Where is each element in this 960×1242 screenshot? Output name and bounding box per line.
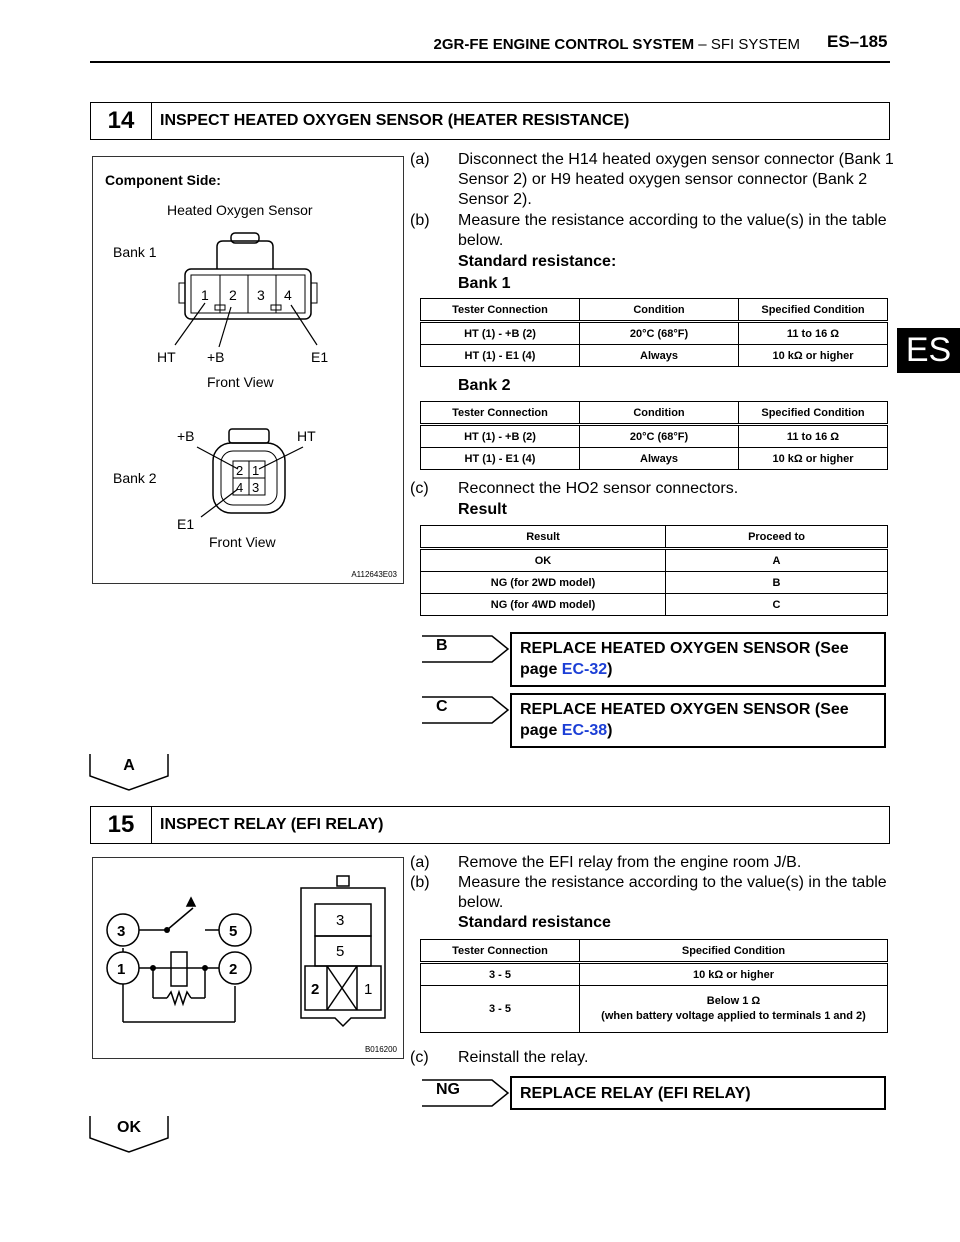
- step-number: 14: [91, 103, 152, 139]
- table-cell: HT (1) - +B (2): [421, 322, 580, 345]
- ht-label-b1: HT: [157, 349, 176, 365]
- table-cell: 10 kΩ or higher: [739, 345, 888, 367]
- item-text: Measure the resistance according to the value(s) in the table below.: [458, 212, 887, 249]
- table-cell: NG (for 4WD model): [421, 594, 666, 616]
- arrow-b-label: B: [436, 637, 448, 654]
- table-cell: B: [666, 572, 888, 594]
- section-tab[interactable]: ES: [897, 328, 960, 373]
- col-header: Result: [421, 526, 666, 549]
- table-cell: 3 - 5: [421, 963, 580, 986]
- front-view-1: Front View: [207, 374, 274, 390]
- result-title: Result: [458, 501, 507, 518]
- action-text: REPLACE RELAY (EFI RELAY): [520, 1085, 751, 1102]
- header-subsystem: SFI SYSTEM: [710, 36, 800, 53]
- ec38-link[interactable]: EC-38: [561, 722, 608, 739]
- action-tail: ): [607, 661, 613, 678]
- terminal-label: 2: [229, 961, 238, 978]
- bank2-label: Bank 2: [113, 470, 157, 486]
- relay-spec-table: [420, 939, 888, 1033]
- table-cell: 20°C (68°F): [580, 322, 739, 345]
- item-text: Reconnect the HO2 sensor connectors.: [458, 480, 739, 497]
- table-cell: Always: [580, 448, 739, 470]
- ht-label-b2: HT: [297, 428, 316, 444]
- table-cell: [580, 986, 888, 1033]
- table-cell: 11 to 16 Ω: [739, 322, 888, 345]
- relay-circuit: [123, 898, 238, 1022]
- item-label: (a): [410, 151, 430, 168]
- action-b-box: [510, 632, 886, 687]
- arrow-b-icon: [420, 634, 512, 664]
- table-row: [421, 549, 888, 572]
- ec32-link[interactable]: EC-32: [561, 661, 608, 678]
- header-rule: [90, 61, 890, 63]
- action-tail: ): [607, 722, 613, 739]
- item-label: (b): [410, 874, 430, 891]
- relay-circuit-diagram: [93, 858, 403, 1058]
- e1-label-b2: E1: [177, 516, 195, 532]
- table-cell: 10 kΩ or higher: [739, 448, 888, 470]
- arrow-c-label: C: [436, 698, 448, 715]
- relay-pin: 1: [364, 981, 373, 998]
- b2-pin: 4: [236, 480, 244, 495]
- table-header-row: [421, 402, 888, 425]
- header-title: [0, 36, 800, 53]
- step-15-header: [90, 806, 890, 844]
- bank2-connector: [197, 429, 303, 517]
- header-system: 2GR-FE ENGINE CONTROL SYSTEM: [433, 36, 695, 53]
- table-cell: HT (1) - E1 (4): [421, 345, 580, 367]
- pb-label-b2: +B: [177, 428, 195, 444]
- item-label: (c): [410, 1049, 429, 1066]
- arrow-ng-label: NG: [436, 1081, 460, 1098]
- table-cell: 10 kΩ or higher: [580, 963, 888, 986]
- col-header: Specified Condition: [739, 402, 888, 425]
- heated-oxygen-sensor-figure: [92, 156, 404, 584]
- table-cell: OK: [421, 549, 666, 572]
- item-label: (b): [410, 212, 430, 229]
- bank2-spec-table: [420, 401, 888, 470]
- bank1-connector: [175, 233, 317, 347]
- bank1-title: Bank 1: [458, 275, 511, 292]
- col-header: Proceed to: [666, 526, 888, 549]
- table-header-row: [421, 526, 888, 549]
- pb-label-b1: +B: [207, 349, 225, 365]
- component-side-label: Component Side:: [105, 172, 221, 188]
- standard-resistance-label: Standard resistance:: [458, 253, 617, 270]
- figure-code: B016200: [364, 1045, 397, 1054]
- terminal-label: 5: [229, 923, 238, 940]
- spec-line: (when battery voltage applied to terminals 1 and 2): [601, 1010, 866, 1022]
- b2-pin: 3: [252, 480, 260, 495]
- b1-pin: 3: [257, 287, 265, 303]
- item-label: (c): [410, 480, 429, 497]
- front-view-2: Front View: [209, 534, 276, 550]
- table-cell: 3 - 5: [421, 986, 580, 1033]
- sensor-connector-diagram: [93, 157, 403, 583]
- arrow-c-icon: [420, 695, 512, 725]
- table-row: [421, 448, 888, 470]
- efi-relay-figure: [92, 857, 404, 1059]
- page-number: ES–185: [827, 32, 888, 51]
- step-14-header: [90, 102, 890, 140]
- standard-resistance-label: Standard resistance: [458, 914, 611, 931]
- step-title: INSPECT RELAY (EFI RELAY): [160, 816, 384, 833]
- table-cell: 11 to 16 Ω: [739, 425, 888, 448]
- table-cell: C: [666, 594, 888, 616]
- table-row: [421, 594, 888, 616]
- spec-line: Below 1 Ω: [706, 995, 761, 1007]
- col-header: Specified Condition: [580, 940, 888, 963]
- table-cell: HT (1) - E1 (4): [421, 448, 580, 470]
- terminal-label: 1: [117, 961, 126, 978]
- table-row: [421, 345, 888, 367]
- e1-label-b1: E1: [311, 349, 329, 365]
- item-text: Disconnect the H14 heated oxygen sensor connector (Bank 1 Sensor 2) or H9 heated oxygen sensor connector (Bank 2 Sensor 2).: [458, 151, 894, 208]
- table-cell: Always: [580, 345, 739, 367]
- action-c-box: [510, 693, 886, 748]
- b1-pin: 1: [201, 287, 209, 303]
- b2-pin: 1: [252, 463, 260, 478]
- table-row: [421, 425, 888, 448]
- action-ng-box: [510, 1076, 886, 1110]
- col-header: Tester Connection: [421, 940, 580, 963]
- table-row: [421, 963, 888, 986]
- item-text: Measure the resistance according to the value(s) in the table below.: [458, 874, 887, 911]
- col-header: Tester Connection: [421, 299, 580, 322]
- sensor-label: Heated Oxygen Sensor: [167, 202, 313, 218]
- relay-pin: 2: [311, 981, 320, 998]
- header-sep: –: [694, 36, 711, 53]
- col-header: Condition: [580, 299, 739, 322]
- figure-code: A112643E03: [351, 570, 397, 579]
- col-header: Tester Connection: [421, 402, 580, 425]
- relay-pin: 3: [336, 912, 345, 929]
- table-header-row: [421, 940, 888, 963]
- result-table: [420, 525, 888, 616]
- bank2-title: Bank 2: [458, 377, 511, 394]
- bank1-label: Bank 1: [113, 244, 157, 260]
- table-cell: 20°C (68°F): [580, 425, 739, 448]
- bank1-spec-table: [420, 298, 888, 367]
- b1-pin: 2: [229, 287, 237, 303]
- action-text: REPLACE HEATED OXYGEN SENSOR (See page: [520, 701, 849, 739]
- table-cell: A: [666, 549, 888, 572]
- item-text: Reinstall the relay.: [458, 1049, 589, 1066]
- table-cell: HT (1) - +B (2): [421, 425, 580, 448]
- table-row: [421, 572, 888, 594]
- b2-pin: 2: [236, 463, 244, 478]
- table-cell: NG (for 2WD model): [421, 572, 666, 594]
- table-row: [421, 322, 888, 345]
- step-number: 15: [91, 807, 152, 843]
- terminal-label: 3: [117, 923, 126, 940]
- item-text: Remove the EFI relay from the engine room J/B.: [458, 854, 802, 871]
- action-text: REPLACE HEATED OXYGEN SENSOR (See page: [520, 640, 849, 678]
- step-title: INSPECT HEATED OXYGEN SENSOR (HEATER RESISTANCE): [160, 112, 630, 129]
- col-header: Condition: [580, 402, 739, 425]
- table-row: [421, 986, 888, 1033]
- item-label: (a): [410, 854, 430, 871]
- arrow-ng-icon: [420, 1078, 512, 1108]
- table-header-row: [421, 299, 888, 322]
- continue-a-label: A: [123, 757, 135, 774]
- b1-pin: 4: [284, 287, 292, 303]
- continue-ok-label: OK: [117, 1119, 141, 1136]
- relay-pin: 5: [336, 943, 345, 960]
- col-header: Specified Condition: [739, 299, 888, 322]
